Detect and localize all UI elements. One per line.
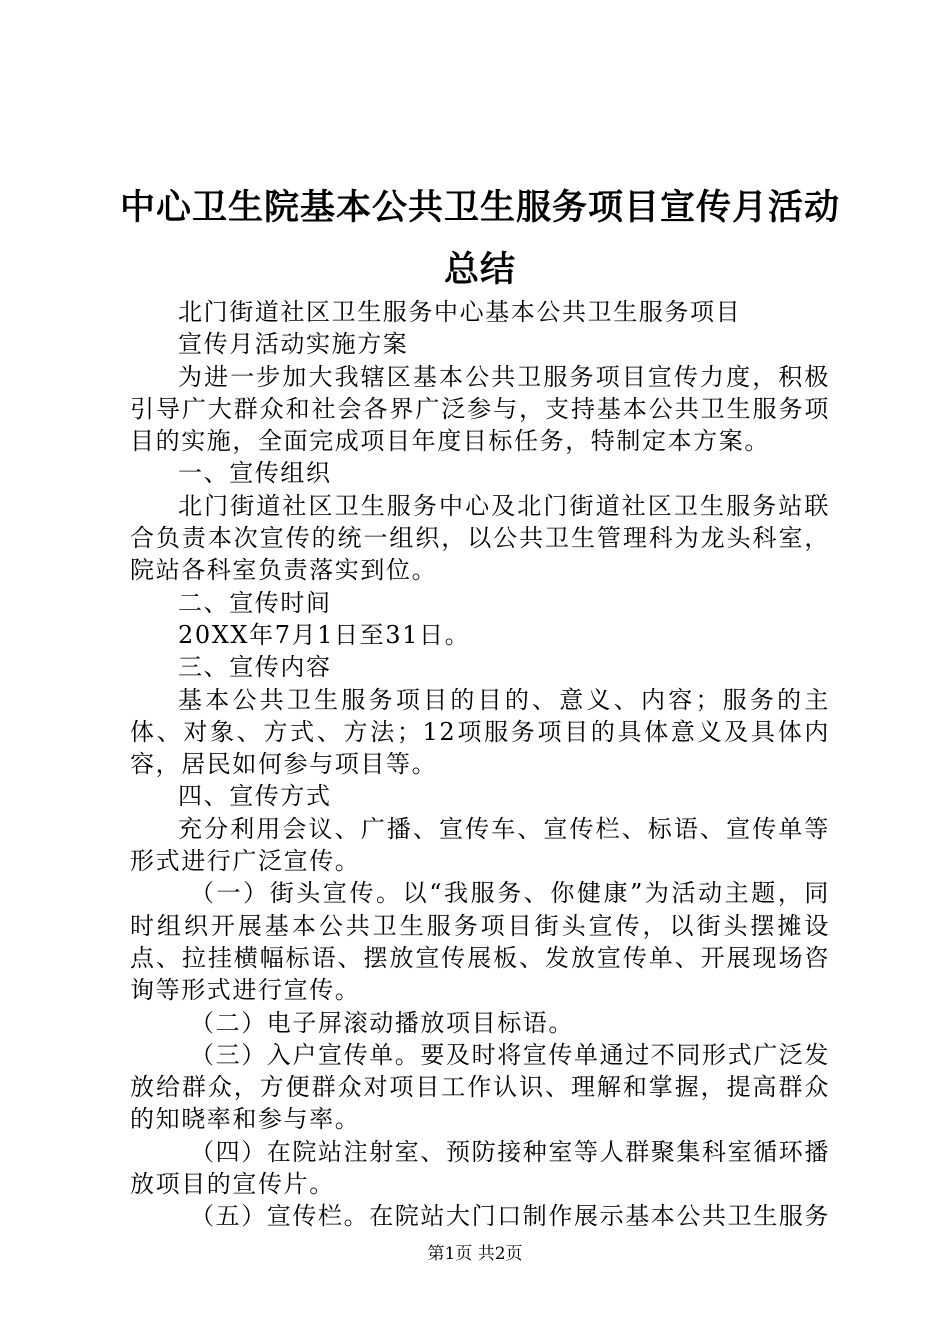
section-heading: 二、宣传时间 [178,588,332,617]
body-paragraph: 北门街道社区卫生服务中心基本公共卫生服务项目 [178,298,742,326]
body-paragraph: 充分利用会议、广播、宣传车、宣传栏、标语、宣传单等形式进行广泛宣传。 [130,814,830,876]
body-paragraph: （五）宣传栏。在院站大门口制作展示基本公共卫生服务 [190,1202,830,1231]
document-title-line-2: 总结 [443,250,516,290]
body-paragraph: （二）电子屏滚动播放项目标语。 [190,1008,574,1037]
body-paragraph: （三）入户宣传单。要及时将宣传单通过不同形式广泛发放给群众，方便群众对项目工作认识、理解和掌握，提高群众的知晓率和参与率。 [130,1040,830,1134]
section-heading: 四、宣传方式 [178,782,332,811]
section-heading: 一、宣传组织 [178,459,332,488]
document-body [130,296,830,1233]
body-paragraph: 20XX年7月1日至31日。 [178,620,471,649]
section-heading: 三、宣传内容 [178,653,332,682]
body-paragraph: 宣传月活动实施方案 [178,330,409,359]
body-paragraph: （一）街头宣传。以“我服务、你健康”为活动主题，同时组织开展基本公共卫生服务项目街头宣传，以街头摆摊设点、拉挂横幅标语、摆放宣传展板、发放宣传单、开展现场咨询等形式进行宣传。 [130,879,830,1005]
body-paragraph: 基本公共卫生服务项目的目的、意义、内容；服务的主体、对象、方式、方法；12项服务项目的具体意义及具体内容，居民如何参与项目等。 [130,685,830,779]
document-title-line-1: 中心卫生院基本公共卫生服务项目宣传月活动 [119,188,840,228]
page-footer: 第1页 共2页 [427,1244,523,1264]
body-paragraph: 为进一步加大我辖区基本公共卫服务项目宣传力度，积极引导广大群众和社会各界广泛参与，支持基本公共卫生服务项目的实施，全面完成项目年度目标任务，特制定本方案。 [130,362,830,456]
body-paragraph: （四）在院站注射室、预防接种室等人群聚集科室循环播放项目的宣传片。 [130,1137,830,1199]
body-paragraph: 北门街道社区卫生服务中心及北门街道社区卫生服务站联合负责本次宣传的统一组织，以公共卫生管理科为龙头科室，院站各科室负责落实到位。 [130,491,830,585]
